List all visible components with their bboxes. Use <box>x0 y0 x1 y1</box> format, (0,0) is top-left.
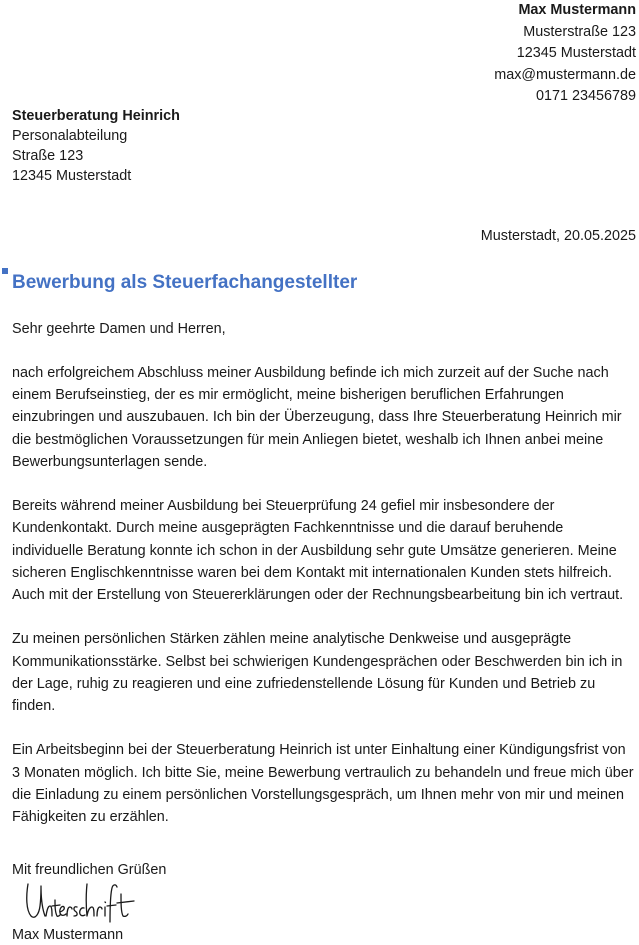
recipient-department: Personalabteilung <box>12 128 128 144</box>
salutation: Sehr geehrte Damen und Herren, <box>12 321 226 337</box>
sender-street: Musterstraße 123 <box>523 23 636 40</box>
recipient-city: 12345 Musterstadt <box>12 168 132 184</box>
body-paragraph: Zu meinen persönlichen Stärken zählen meine analytische Denkweise und ausgeprägte Kommunikationsstärke. Selbst bei schwierigen Kundengesprächen oder Beschwerden bin ich in der Lage, ruhig zu reagieren und eine zufriedenstellende Lösung für Kunden und Betrieb zu finden. <box>12 631 623 715</box>
sender-address-block <box>494 0 636 108</box>
sender-city: 12345 Musterstadt <box>516 45 636 61</box>
signer-name: Max Mustermann <box>12 927 124 943</box>
letter-subject: Bewerbung als Steuerfachangestellter <box>12 272 358 293</box>
handwritten-signature <box>22 876 147 926</box>
recipient-company: Steuerberatung Heinrich <box>12 108 180 124</box>
recipient-address-block <box>12 106 180 186</box>
sender-phone: 0171 23456789 <box>535 88 636 104</box>
letter-date: Musterstadt, 20.05.2025 <box>480 228 636 244</box>
subject-marker <box>2 268 8 274</box>
body-paragraph: nach erfolgreichem Abschluss meiner Ausbildung befinde ich mich zurzeit auf der Suche nach einem Berufseinstieg, der es mir ermöglicht, meine bisherigen beruflichen Erfahrungen einzubringen und auszubauen. Ich bin der Überzeugung, dass Ihre Steuerberatung Heinrich mir die bestmöglichen Voraussetzungen für mein Anliegen bietet, weshalb ich Ihnen anbei meine Bewerbungsunterlagen sende. <box>12 365 622 470</box>
sender-name: Max Mustermann <box>518 2 636 18</box>
body-paragraph: Ein Arbeitsbeginn bei der Steuerberatung Heinrich ist unter Einhaltung einer Kündigungsfrist von 3 Monaten möglich. Ich bitte Sie, meine Bewerbung vertraulich zu behandeln und freue mich über die Einladung zu einem persönlichen Vorstellungsgespräch, um Ihnen mehr von mir und meinen Fähigkeiten zu erzählen. <box>12 742 634 826</box>
closing-phrase: Mit freundlichen Grüßen <box>12 862 167 878</box>
body-paragraph: Bereits während meiner Ausbildung bei Steuerprüfung 24 gefiel mir insbesondere der Kundenkontakt. Durch meine ausgeprägten Fachkenntnisse und die darauf beruhende individuelle Beratung konnte ich schon in der Ausbildung sehr gute Umsätze generieren. Meine sicheren Englischkenntnisse waren bei dem Kontakt mit internationalen Kunden stets hilfreich. Auch mit der Erstellung von Steuererklärungen oder der Rechnungsbearbeitung bin ich vertraut. <box>12 498 624 604</box>
sender-email: max@mustermann.de <box>494 66 636 83</box>
letter-body <box>12 362 636 850</box>
recipient-street: Straße 123 <box>12 148 84 164</box>
